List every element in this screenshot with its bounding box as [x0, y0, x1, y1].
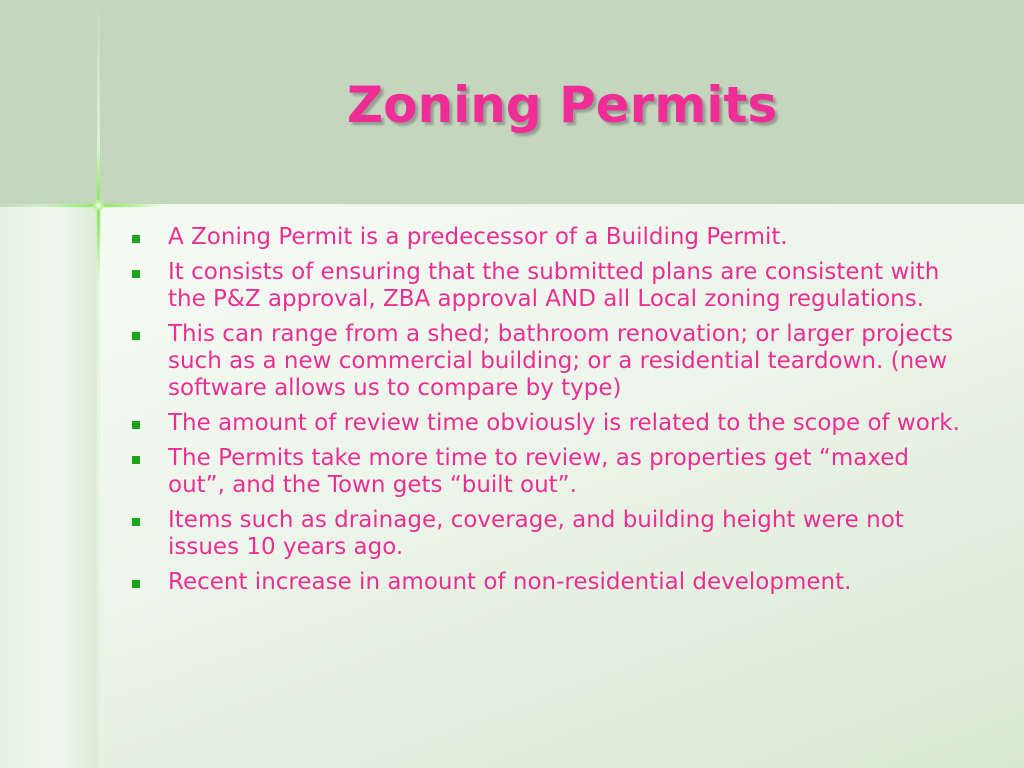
- square-bullet-icon: [132, 580, 140, 588]
- bullet-text: A Zoning Permit is a predecessor of a Building Permit.: [168, 224, 788, 250]
- bullet-list: [130, 224, 960, 604]
- bullet-item: [130, 410, 960, 437]
- bullet-text: The amount of review time obviously is related to the scope of work.: [168, 410, 960, 436]
- sparkle-core: [93, 200, 104, 211]
- bullet-item: [130, 259, 960, 313]
- square-bullet-icon: [132, 332, 140, 340]
- bullet-text: The Permits take more time to review, as properties get “maxed out”, and the Town gets “built out”.: [168, 445, 909, 498]
- bullet-text: This can range from a shed; bathroom renovation; or larger projects such as a new commercial building; or a residential teardown. (new software allows us to compare by type): [168, 321, 954, 401]
- bullet-item: [130, 445, 960, 499]
- square-bullet-icon: [132, 270, 140, 278]
- square-bullet-icon: [132, 518, 140, 526]
- left-panel: [0, 207, 99, 768]
- bullet-text: It consists of ensuring that the submitted plans are consistent with the P&Z approval, ZBA approval AND all Local zoning regulations.: [168, 259, 940, 312]
- bullet-item: [130, 569, 960, 596]
- bullet-text: Items such as drainage, coverage, and building height were not issues 10 years ago.: [168, 507, 904, 560]
- bullet-item: [130, 321, 960, 402]
- bullet-text: Recent increase in amount of non-residential development.: [168, 569, 852, 595]
- bullet-item: [130, 507, 960, 561]
- bullet-item: [130, 224, 960, 251]
- slide-title: Zoning Permits: [346, 76, 778, 134]
- square-bullet-icon: [132, 421, 140, 429]
- square-bullet-icon: [132, 235, 140, 243]
- square-bullet-icon: [132, 456, 140, 464]
